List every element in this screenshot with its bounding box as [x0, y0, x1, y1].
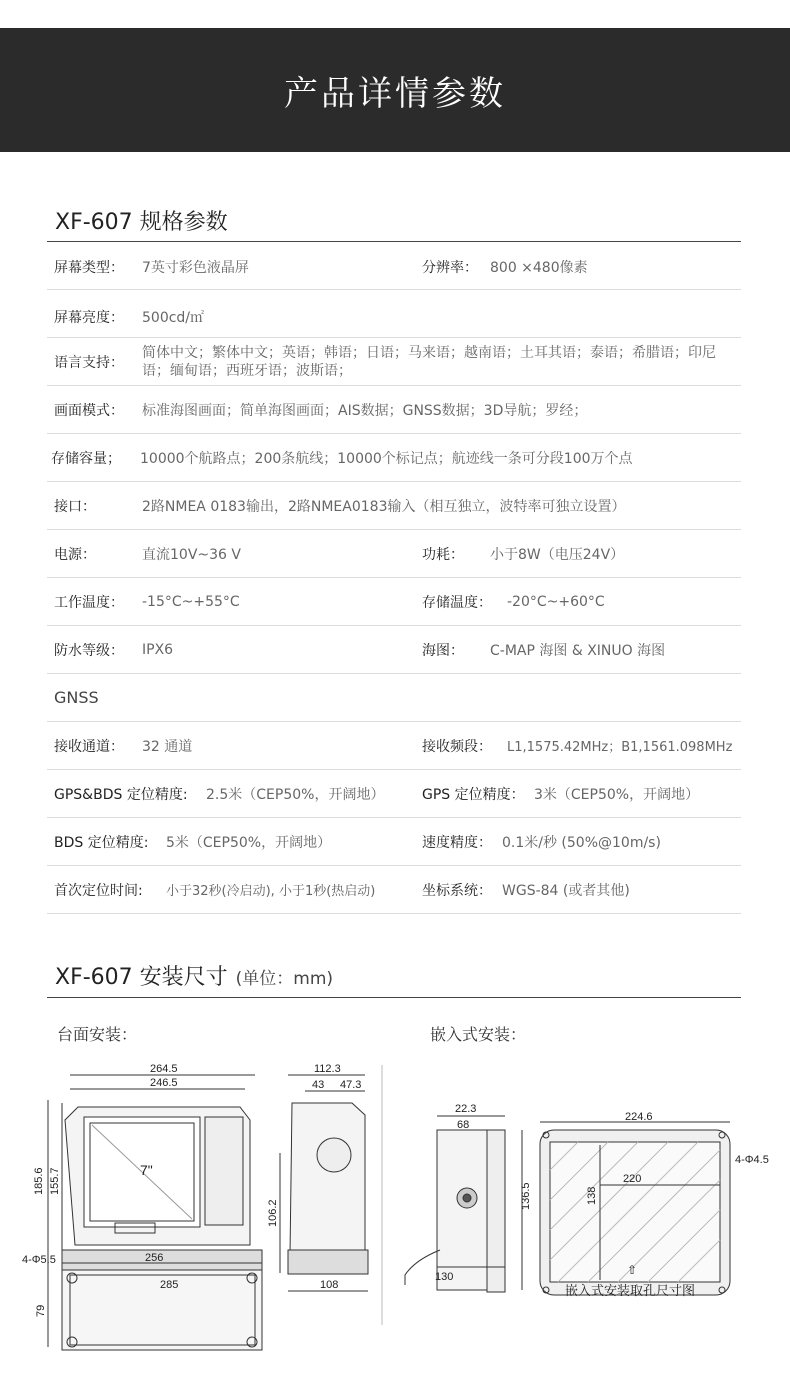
bds-accuracy-label: BDS 定位精度:: [54, 834, 149, 851]
speed-accuracy-label: 速度精度：: [422, 834, 492, 851]
dim-138: 138: [586, 1186, 598, 1205]
consumption-value: 小于8W（电压24V）: [490, 546, 625, 563]
spec-row-screen: [47, 245, 741, 290]
display-mode-label: 画面模式：: [54, 402, 124, 419]
page-title: 产品详情参数: [284, 73, 506, 114]
work-temp-value: -15°C~+55°C: [142, 593, 240, 610]
spec-row-brightness: [47, 296, 741, 338]
frequency-value: L1,1575.42MHz；B1,1561.098MHz: [507, 740, 733, 755]
gps-bds-accuracy-label: GPS&BDS 定位精度:: [54, 786, 188, 803]
header-banner: [0, 28, 790, 152]
language-value: 简体中文；繁体中文；英语；韩语；日语；马来语；越南语；土耳其语；泰语；希腊语；印尼语；缅甸语；西班牙语；波斯语；: [142, 344, 716, 379]
power-value: 直流10V~36 V: [142, 546, 241, 563]
flush-caption: 嵌入式安装取孔尺寸图: [565, 1283, 696, 1298]
storage-temp-label: 存储温度：: [422, 594, 492, 611]
spec-row-gnss-heading: [47, 674, 741, 722]
dim-224-6: 224.6: [625, 1111, 653, 1123]
dim-43: 43: [312, 1079, 325, 1091]
power-label: 电源：: [54, 546, 96, 563]
flush-mount-label: 嵌入式安装：: [430, 1025, 527, 1044]
dim-79: 79: [35, 1304, 47, 1317]
spec-row-accuracy-1: [47, 770, 741, 818]
storage-value: 10000个航路点；200条航线；10000个标记点；航迹线一条可分段100万个点: [140, 450, 633, 467]
install-title-divider: [47, 997, 741, 998]
spec-row-interface: [47, 482, 741, 530]
spec-title-divider: [47, 241, 741, 242]
spec-row-storage: [47, 434, 741, 482]
coordinate-system-value: WGS-84 (或者其他): [502, 882, 630, 899]
frequency-label: 接收频段：: [422, 738, 492, 755]
dim-22-3: 22.3: [455, 1103, 477, 1115]
dim-68: 68: [457, 1119, 470, 1131]
storage-temp-value: -20°C~+60°C: [507, 593, 605, 610]
dim-246-5: 246.5: [150, 1077, 178, 1089]
gps-bds-accuracy-value: 2.5米（CEP50%，开阔地）: [206, 786, 385, 803]
storage-label: 存储容量；: [51, 450, 121, 467]
spec-row-accuracy-2: [47, 818, 741, 866]
dim-285: 285: [160, 1279, 179, 1291]
channels-value: 32 通道: [142, 738, 193, 755]
interface-label: 接口：: [54, 498, 96, 515]
bds-accuracy-value: 5米（CEP50%，开阔地）: [166, 834, 332, 851]
ttff-label: 首次定位时间:: [54, 882, 143, 899]
resolution-label: 分辨率：: [422, 260, 478, 276]
spec-row-channels: [47, 722, 741, 770]
brightness-label: 屏幕亮度：: [54, 309, 124, 326]
desk-mount-label: 台面安装：: [57, 1025, 138, 1044]
spec-row-ttff: [47, 866, 741, 914]
install-section-title: [55, 960, 333, 991]
dim-136-5: 136.5: [520, 1182, 532, 1210]
consumption-label: 功耗：: [422, 546, 464, 563]
ttff-value: 小于32秒(冷启动), 小于1秒(热启动): [166, 884, 376, 899]
interface-value: 2路NMEA 0183输出，2路NMEA0183输入（相互独立，波特率可独立设置）: [142, 498, 626, 515]
gnss-heading: GNSS: [54, 688, 99, 707]
work-temp-label: 工作温度：: [54, 594, 124, 611]
screen-type-label: 屏幕类型：: [54, 260, 124, 276]
chart-label: 海图：: [422, 642, 464, 659]
display-mode-value: 标准海图画面；简单海图画面；AIS数据；GNSS数据；3D导航；罗经；: [142, 402, 588, 419]
channels-label: 接收通道：: [54, 738, 124, 755]
up-arrow-icon: ⇧: [627, 1263, 638, 1277]
dim-264-5: 264.5: [150, 1063, 178, 1075]
spec-row-temperature: [47, 578, 741, 626]
flush-mount-drawing: [395, 1090, 790, 1320]
dim-106-2: 106.2: [267, 1199, 279, 1227]
dim-256: 256: [145, 1252, 164, 1264]
waterproof-value: IPX6: [142, 641, 174, 658]
dim-4-phi-5-5: 4-Φ5.5: [22, 1254, 56, 1266]
gps-accuracy-label: GPS 定位精度：: [422, 786, 525, 803]
install-title: XF-607 安装尺寸: [55, 965, 228, 990]
coordinate-system-label: 坐标系统：: [422, 882, 492, 899]
spec-row-waterproof: [47, 626, 741, 674]
dim-155-7: 155.7: [49, 1167, 61, 1195]
install-unit: (单位：mm): [235, 969, 334, 989]
gps-accuracy-value: 3米（CEP50%，开阔地）: [534, 786, 700, 803]
dim-130: 130: [435, 1271, 454, 1283]
spec-row-power: [47, 530, 741, 578]
resolution-value: 800 ×480像素: [490, 260, 588, 276]
desk-mount-drawing: [0, 1055, 390, 1355]
screen-size-mark: 7": [140, 1162, 153, 1178]
dim-4-phi-4-5: 4-Φ4.5: [735, 1154, 769, 1166]
dim-112-3: 112.3: [314, 1063, 341, 1075]
dim-220: 220: [623, 1173, 642, 1185]
language-label: 语言支持：: [54, 354, 124, 371]
waterproof-label: 防水等级：: [54, 642, 124, 659]
spec-row-language: [47, 338, 741, 386]
dim-47-3: 47.3: [340, 1079, 362, 1091]
speed-accuracy-value: 0.1米/秒 (50%@10m/s): [502, 834, 661, 851]
chart-value: C-MAP 海图 & XINUO 海图: [490, 642, 666, 659]
screen-type-value: 7英寸彩色液晶屏: [142, 260, 249, 276]
dim-108: 108: [320, 1279, 339, 1291]
dim-185-6: 185.6: [33, 1167, 45, 1195]
spec-section-title: XF-607 规格参数: [55, 210, 228, 235]
brightness-value: 500cd/㎡: [142, 309, 205, 326]
spec-row-display-mode: [47, 386, 741, 434]
